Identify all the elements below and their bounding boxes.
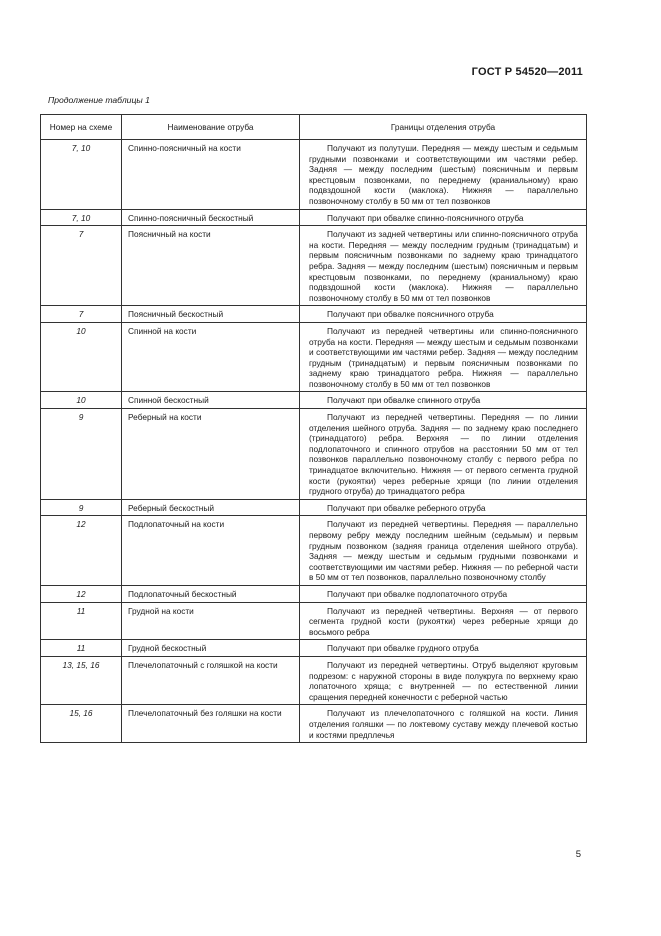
- cut-boundaries-cell: [300, 499, 587, 516]
- standard-designation: ГОСТ Р 54520—2011: [471, 66, 583, 78]
- scheme-number-cell: 10: [41, 392, 122, 409]
- cut-boundaries-text: Получают при обвалке поясничного отруба: [327, 309, 494, 320]
- cut-name-cell: Спинно-поясничный на кости: [122, 140, 300, 210]
- cut-name-cell: Грудной бескостный: [122, 640, 300, 657]
- cut-boundaries-cell: [300, 392, 587, 409]
- cut-boundaries-text: Получают из передней четвертины. Передняя — параллельно первому ребру между последним шейным (седьмым) и первым грудным позвонком (задняя граница отделения шейного отруба). Задняя — между шестым и седьмым грудными позвонками и соответствующими им частями ребер. Нижняя — по реберной части в 50 мм от тел позвонков, параллельно позвоночному столбу: [309, 519, 578, 583]
- scheme-number-cell: 7, 10: [41, 209, 122, 226]
- cuts-table: [40, 114, 587, 743]
- table-row: [41, 585, 587, 602]
- scheme-number-cell: 12: [41, 585, 122, 602]
- table-row: [41, 392, 587, 409]
- column-header-name: Наименование отруба: [122, 115, 300, 140]
- table-row: [41, 306, 587, 323]
- cut-name-cell: Грудной на кости: [122, 602, 300, 640]
- scheme-number-cell: 11: [41, 640, 122, 657]
- cut-name-cell: Подлопаточный на кости: [122, 516, 300, 586]
- scheme-number-cell: 7: [41, 306, 122, 323]
- scheme-number-cell: 7, 10: [41, 140, 122, 210]
- scheme-number-cell: 7: [41, 226, 122, 306]
- cut-name-cell: Реберный бескостный: [122, 499, 300, 516]
- cut-boundaries-text: Получают при обвалке реберного отруба: [327, 502, 486, 513]
- page-number: 5: [575, 849, 581, 860]
- column-header-boundaries: Границы отделения отруба: [300, 115, 587, 140]
- cut-name-cell: Плечелопаточный без голяшки на кости: [122, 705, 300, 743]
- table-row: [41, 322, 587, 392]
- cut-boundaries-cell: [300, 640, 587, 657]
- cut-boundaries-cell: [300, 409, 587, 500]
- scheme-number-cell: 11: [41, 602, 122, 640]
- cut-boundaries-cell: [300, 322, 587, 392]
- table-header-row: [41, 115, 587, 140]
- cut-boundaries-text: Получают при обвалке спинного отруба: [327, 395, 481, 406]
- cut-boundaries-text: Получают при обвалке грудного отруба: [327, 643, 479, 654]
- cut-boundaries-text: Получают из задней четвертины или спинно-поясничного отруба на кости. Передняя — между последним грудным (тринадцатым) и первым поясничным позвонками по заднему краю тринадцатого ребра. Задняя — между последним (шестым) поясничным и первым крестцовым позвонками, по переднему (краниальному) краю подвздошной кости (маклока). Нижняя — параллельно позвоночному столбу в 50 мм от тел позвонков: [309, 229, 578, 303]
- scheme-number-cell: 15, 16: [41, 705, 122, 743]
- cut-boundaries-text: Получают из передней четвертины или спинно-поясничного отруба на кости. Передняя — между шестым и седьмым позвонками и соответствующими им частями ребер. Задняя — между последним грудным (тринадцатым) и первым поясничным позвонками по заднему краю тринадцатого ребра. Нижняя — параллельно позвоночному столбу в 50 мм от тел позвонков: [309, 325, 578, 389]
- cut-boundaries-text: Получают из плечелопаточного с голяшкой на кости. Линия отделения голяшки — по локтевому суставу между плечевой костью и костями предплечья: [309, 708, 578, 740]
- cut-boundaries-text: Получают из полутуши. Передняя — между шестым и седьмым грудными позвонками и соответствующими им частями ребер. Задняя — между последним (шестым) поясничным и первым крестцовым позвонками, по переднему (краниальному) краю подвздошной кости (маклока). Нижняя — параллельно позвоночному столбу в 50 мм от тел позвонков: [309, 143, 578, 206]
- cut-boundaries-cell: [300, 585, 587, 602]
- cut-boundaries-cell: [300, 602, 587, 640]
- scheme-number-cell: 13, 15, 16: [41, 656, 122, 704]
- cut-boundaries-cell: [300, 140, 587, 210]
- cut-name-cell: Подлопаточный бескостный: [122, 585, 300, 602]
- scheme-number-cell: 9: [41, 499, 122, 516]
- scheme-number-cell: 9: [41, 409, 122, 500]
- cut-name-cell: Поясничный на кости: [122, 226, 300, 306]
- table-row: [41, 705, 587, 743]
- cut-boundaries-text: Получают из передней четвертины. Отруб выделяют круговым подрезом: с наружной стороны в виде полукруга по верхнему краю лопаточного хряща; с внутренней — по естественной линии сращения передней конечности с реберной частью: [309, 659, 578, 702]
- cut-name-cell: Реберный на кости: [122, 409, 300, 500]
- cut-boundaries-cell: [300, 306, 587, 323]
- table-row: [41, 209, 587, 226]
- cut-boundaries-cell: [300, 209, 587, 226]
- cut-boundaries-text: Получают из передней четвертины. Передняя — по линии отделения шейного отруба. Задняя — по заднему краю последнего (тринадцатого) ребра. Верхняя — по линии отделения подлопаточного и спинного отрубов на расстоянии 50 мм от тел позвонков параллельно позвоночному столбу с первого ребра по тринадцатое включительно. Нижняя — от первого сегмента грудной кости (рукоятки) через реберные хрящи (по линии отделения грудного отруба) до тринадцатого ребра: [309, 412, 578, 497]
- cut-boundaries-text: Получают при обвалке подлопаточного отруба: [327, 588, 508, 599]
- table-row: [41, 656, 587, 704]
- scheme-number-cell: 10: [41, 322, 122, 392]
- scheme-number-cell: 12: [41, 516, 122, 586]
- table-continuation-caption: Продолжение таблицы 1: [48, 95, 150, 105]
- cut-boundaries-text: Получают из передней четвертины. Верхняя — от первого сегмента грудной кости (рукоятки) через реберные хрящи до восьмого ребра: [309, 605, 578, 637]
- cut-boundaries-cell: [300, 656, 587, 704]
- table-row: [41, 409, 587, 500]
- cut-boundaries-text: Получают при обвалке спинно-поясничного отруба: [327, 212, 524, 223]
- cut-name-cell: Плечелопаточный с голяшкой на кости: [122, 656, 300, 704]
- cut-name-cell: Спинной бескостный: [122, 392, 300, 409]
- cut-boundaries-cell: [300, 516, 587, 586]
- cut-name-cell: Спинной на кости: [122, 322, 300, 392]
- table-row: [41, 516, 587, 586]
- table-row: [41, 499, 587, 516]
- cut-boundaries-cell: [300, 226, 587, 306]
- table-row: [41, 226, 587, 306]
- cut-name-cell: Поясничный бескостный: [122, 306, 300, 323]
- table-row: [41, 640, 587, 657]
- table-row: [41, 140, 587, 210]
- table-row: [41, 602, 587, 640]
- cut-name-cell: Спинно-поясничный бескостный: [122, 209, 300, 226]
- column-header-number: Номер на схеме: [41, 115, 122, 140]
- cut-boundaries-cell: [300, 705, 587, 743]
